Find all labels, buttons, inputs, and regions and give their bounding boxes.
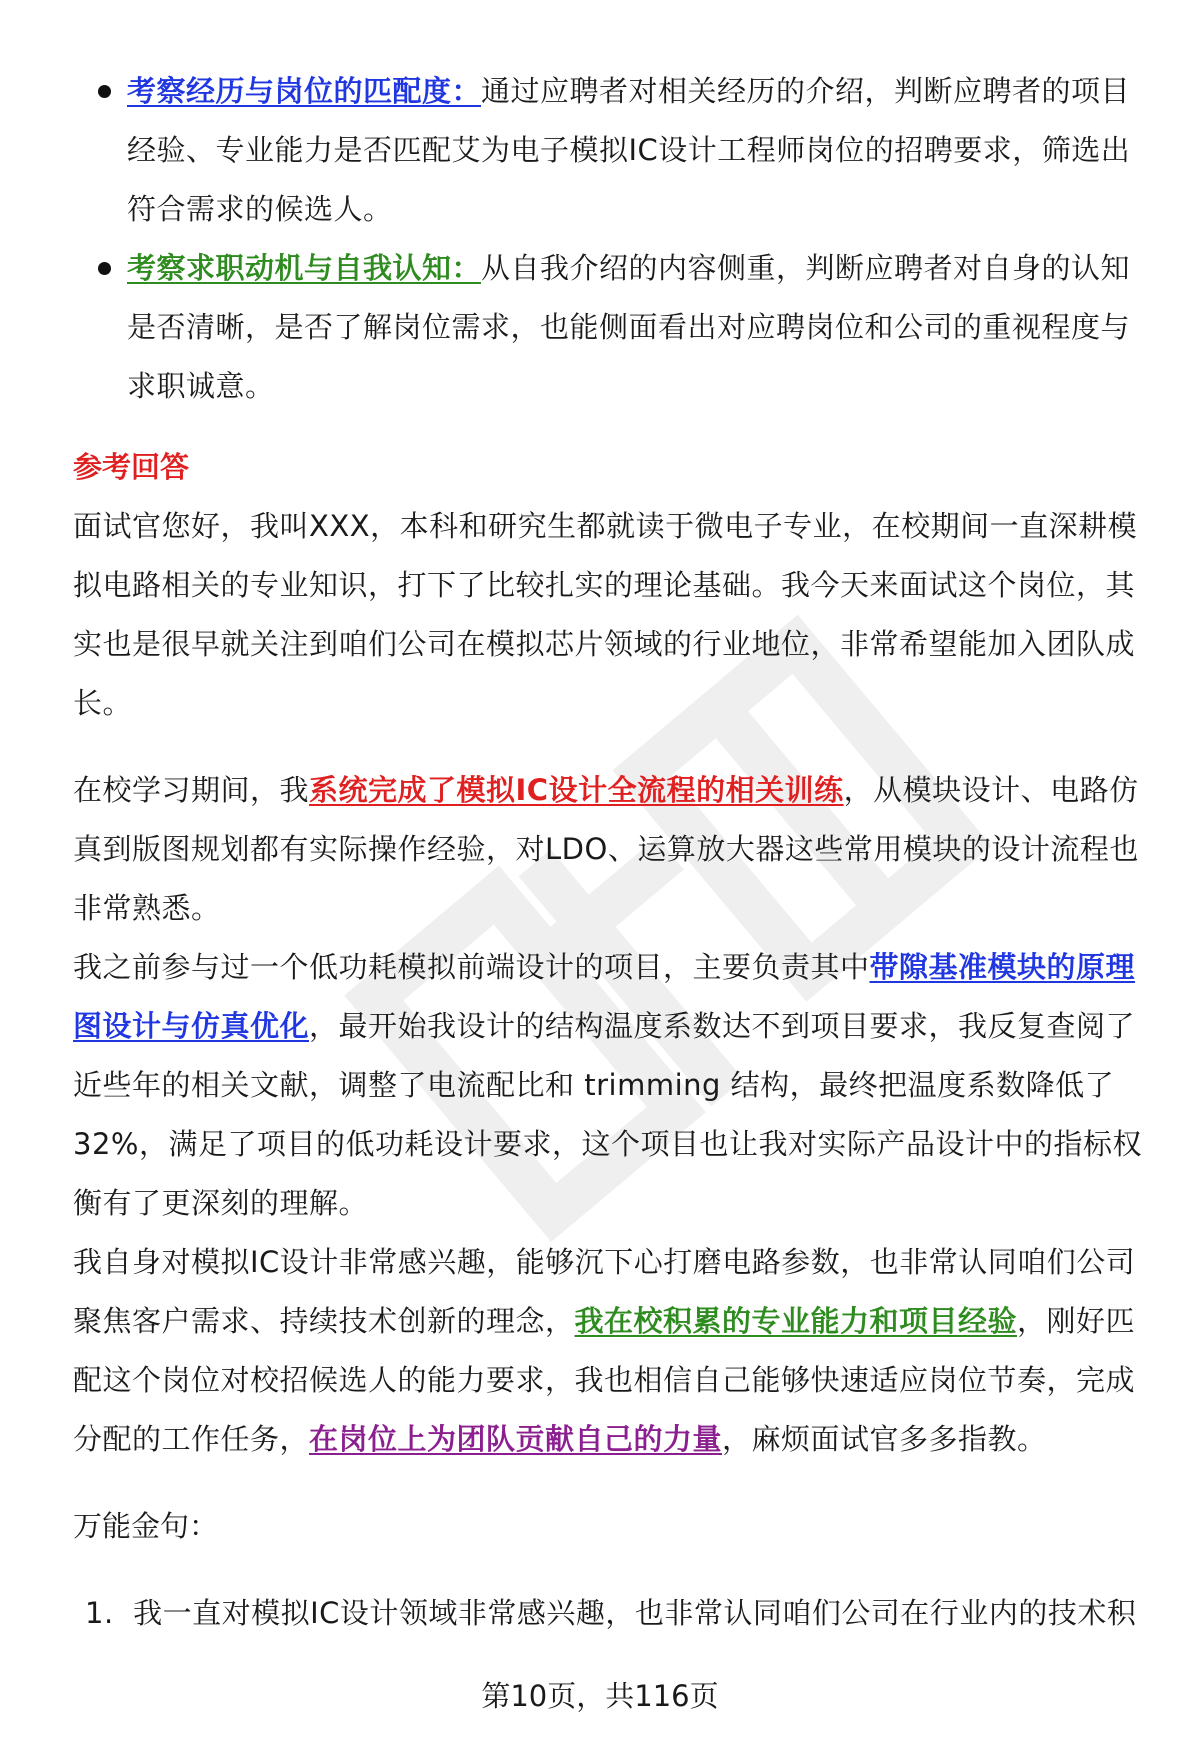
section-title: 参考回答: [73, 450, 190, 484]
paragraph-text: ，从模块设计、电路仿真到版图规划都有实际操作经验，对LDO、运算放大器这些常用模块的设计流程也非常熟悉。: [73, 773, 1139, 925]
highlight-blue[interactable]: 带隙基准模块的原理图设计与仿真优化: [73, 950, 1136, 1043]
page-footer: 第10页，共116页: [481, 1679, 719, 1713]
list-item: [73, 239, 1148, 416]
list-item: [73, 62, 1148, 239]
paragraph-text: 我之前参与过一个低功耗模拟前端设计的项目，主要负责其中: [73, 950, 870, 984]
paragraph-text: ，刚好匹配这个岗位对校招候选人的能力要求，我也相信自己能够快速适应岗位节奏，完成分配的工作任务，: [73, 1304, 1136, 1456]
bullet-icon: [98, 262, 111, 275]
paragraph-text: ，最开始我设计的结构温度系数达不到项目要求，我反复查阅了近些年的相关文献，调整了电流配比和 trimming 结构，最终把温度系数降低了32%，满足了项目的低功耗设计要求，这个项目也让我对实际产品设计中的指标权衡有了更深刻的理解。: [73, 1009, 1142, 1220]
page-content: [73, 62, 1148, 1643]
item-number: 1.: [85, 1596, 114, 1630]
item-text: 我一直对模拟IC设计领域非常感兴趣，也非常认同咱们公司在行业内的技术积: [133, 1596, 1137, 1630]
answer-paragraph-1: 面试官您好，我叫XXX，本科和研究生都就读于微电子专业，在校期间一直深耕模拟电路相关的专业知识，打下了比较扎实的理论基础。我今天来面试这个岗位，其实也是很早就关注到咱们公司在模拟芯片领域的行业地位，非常希望能加入团队成长。: [73, 509, 1138, 720]
highlight-green[interactable]: 我在校积累的专业能力和项目经验: [574, 1304, 1018, 1338]
criteria-text: 通过应聘者对相关经历的介绍，判断应聘者的项目经验、专业能力是否匹配艾为电子模拟IC设计工程师岗位的招聘要求，筛选出符合需求的候选人。: [127, 74, 1131, 226]
criteria-text: 从自我介绍的内容侧重，判断应聘者对自身的认知是否清晰，是否了解岗位需求，也能侧面看出对应聘岗位和公司的重视程度与求职诚意。: [127, 251, 1131, 403]
highlight-red[interactable]: 系统完成了模拟IC设计全流程的相关训练: [309, 773, 844, 807]
criteria-label[interactable]: 考察求职动机与自我认知：: [127, 251, 482, 285]
slogan-label: 万能金句：: [73, 1509, 219, 1543]
paragraph-text: ，麻烦面试官多多指教。: [722, 1422, 1047, 1456]
criteria-list: [73, 62, 1148, 416]
paragraph-text: 我自身对模拟IC设计非常感兴趣，能够沉下心打磨电路参数，也非常认同咱们公司聚焦客户需求、持续技术创新的理念，: [73, 1245, 1136, 1338]
answer-paragraph-2: [73, 761, 1148, 938]
bullet-icon: [98, 85, 111, 98]
numbered-item: [73, 1584, 1148, 1643]
paragraph-text: 在校学习期间，我: [73, 773, 310, 807]
answer-paragraph-3: [73, 938, 1148, 1233]
answer-paragraph-4: [73, 1233, 1148, 1469]
highlight-purple[interactable]: 在岗位上为团队贡献自己的力量: [309, 1422, 723, 1456]
criteria-label[interactable]: 考察经历与岗位的匹配度：: [127, 74, 482, 108]
